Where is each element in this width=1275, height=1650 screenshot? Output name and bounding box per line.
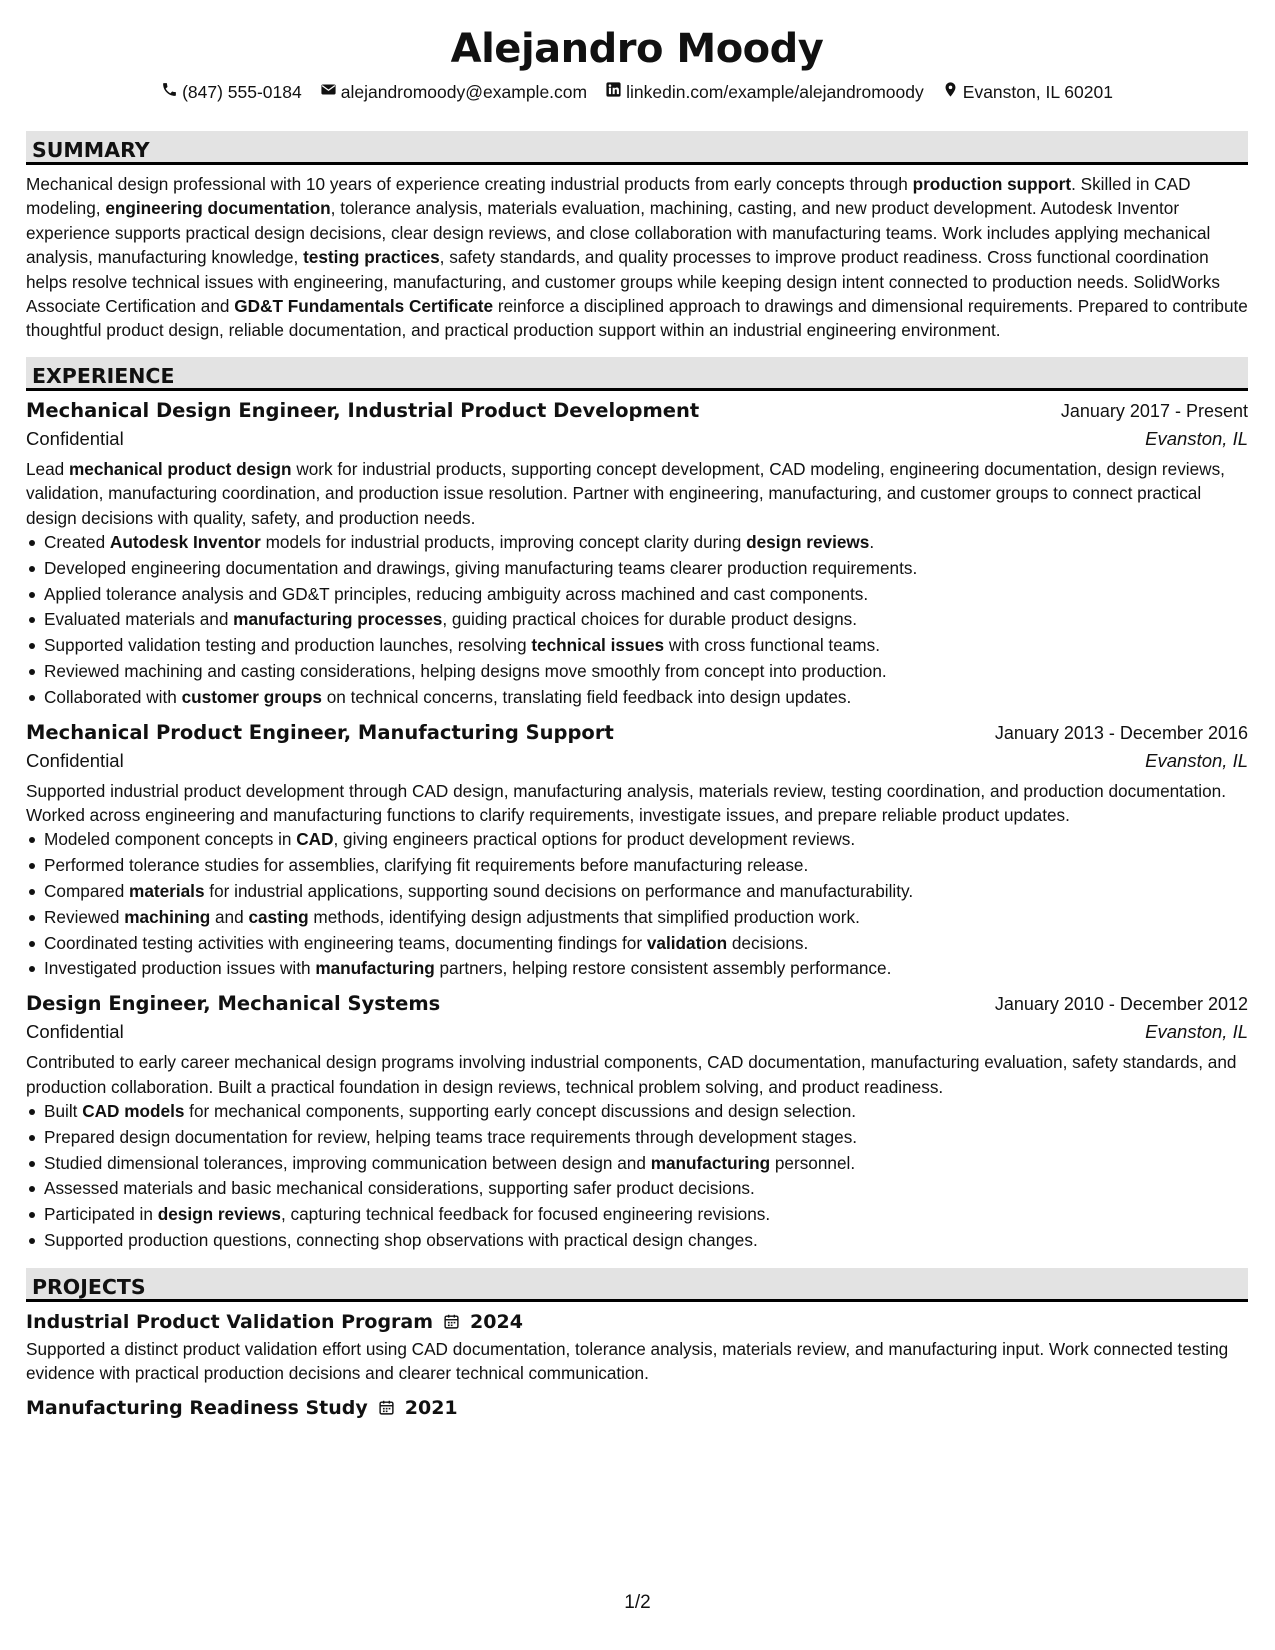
job-company: Confidential bbox=[26, 1021, 124, 1043]
phone-text: (847) 555-0184 bbox=[182, 82, 302, 102]
bullet-item: Applied tolerance analysis and GD&T principles, reducing ambiguity across machined and cast components. bbox=[44, 582, 1248, 608]
job-bullets bbox=[26, 827, 1248, 982]
bold-keyword: Autodesk Inventor bbox=[109, 532, 261, 553]
contact-phone bbox=[161, 80, 302, 104]
calendar-icon bbox=[443, 1313, 460, 1330]
bold-keyword: engineering documentation bbox=[105, 198, 331, 219]
job-bullets bbox=[26, 1099, 1248, 1254]
project-description: Supported a distinct product validation effort using CAD documentation, tolerance analysis, materials review, and manufacturing input. Work connected testing evidence with practical production decisions and clearer technical communication. bbox=[26, 1338, 1229, 1384]
bold-keyword: production support bbox=[912, 174, 1072, 194]
job-title: Mechanical Product Engineer, Manufacturing Support bbox=[26, 720, 614, 744]
map-pin-icon bbox=[942, 81, 959, 103]
bold-keyword: design reviews bbox=[746, 532, 870, 553]
job-location: Evanston, IL bbox=[1145, 427, 1248, 449]
bold-keyword: casting bbox=[248, 906, 309, 927]
bold-keyword: manufacturing bbox=[315, 958, 435, 979]
bullet-item: Reviewed machining and casting considerations, helping designs move smoothly from concept into production. bbox=[44, 659, 1248, 685]
contact-email[interactable] bbox=[320, 80, 587, 104]
job-location: Evanston, IL bbox=[1145, 1021, 1248, 1043]
job-entry bbox=[26, 399, 1248, 711]
bullet-item: Collaborated with customer groups on technical concerns, translating field feedback into design updates. bbox=[44, 685, 1248, 711]
job-title: Mechanical Design Engineer, Industrial Product Development bbox=[26, 398, 700, 422]
bold-keyword: materials bbox=[129, 881, 205, 902]
bold-keyword: customer groups bbox=[181, 686, 322, 707]
email-text[interactable]: alejandromoody@example.com bbox=[340, 82, 588, 102]
project-year: 2021 bbox=[404, 1396, 458, 1419]
bold-keyword: CAD models bbox=[82, 1101, 185, 1122]
project-entry bbox=[26, 1397, 1248, 1419]
contact-bar bbox=[26, 80, 1248, 104]
job-dates: January 2013 - December 2016 bbox=[994, 722, 1248, 743]
job-location: Evanston, IL bbox=[1145, 749, 1248, 771]
location-text: Evanston, IL 60201 bbox=[962, 82, 1113, 102]
experience-heading: EXPERIENCE bbox=[26, 357, 1248, 391]
bullet-item: Built CAD models for mechanical components, supporting early concept discussions and design selection. bbox=[44, 1099, 1248, 1125]
project-entry bbox=[26, 1311, 1248, 1386]
bullet-item: Reviewed machining and casting methods, identifying design adjustments that simplified production work. bbox=[44, 905, 1248, 931]
job-description: Supported industrial product development through CAD design, manufacturing analysis, materials review, testing coordination, and production documentation. Worked across engineering and manufacturing functions to clarify requirements, investigate issues, and prepare reliable product updates. bbox=[26, 780, 1227, 826]
bold-keyword: testing practices bbox=[303, 247, 440, 268]
summary-text: Mechanical design professional with 10 years of experience creating industrial products from early concepts through production support. Skilled in CAD modeling, engineering documentation, tolerance analysis, materials evaluation, machining, casting, and new product development. Autodesk Inventor experience supports practical design decisions, clear design reviews, and close collaboration with manufacturing teams. Work includes applying mechanical analysis, manufacturing knowledge, testing practices, safety standards, and quality processes to improve product readiness. Cross functional coordination helps resolve technical issues with engineering, manufacturing, and customer groups while keeping design intent connected to production needs. SolidWorks Associate Certification and GD&T Fundamentals Certificate reinforce a disciplined approach to drawings and dimensional requirements. Prepared to contribute thoughtful product design, reliable documentation, and practical production support within an industrial engineering environment. bbox=[26, 174, 1248, 341]
bold-keyword: manufacturing processes bbox=[233, 609, 443, 630]
job-dates: January 2010 - December 2012 bbox=[994, 994, 1248, 1015]
linkedin-text[interactable]: linkedin.com/example/alejandromoody bbox=[626, 82, 924, 102]
bold-keyword: machining bbox=[124, 906, 211, 927]
bullet-item: Evaluated materials and manufacturing processes, guiding practical choices for durable product designs. bbox=[44, 607, 1248, 633]
project-year: 2024 bbox=[470, 1310, 523, 1333]
bullet-item: Supported production questions, connecting shop observations with practical design changes. bbox=[44, 1228, 1248, 1254]
bullet-item: Supported validation testing and production launches, resolving technical issues with cross functional teams. bbox=[44, 633, 1248, 659]
bold-keyword: CAD bbox=[296, 829, 334, 850]
job-description: Contributed to early career mechanical design programs involving industrial components, CAD documentation, manufacturing evaluation, safety standards, and production collaboration. Built a practical foundation in design reviews, technical problem solving, and product readiness. bbox=[26, 1052, 1237, 1097]
bullet-item: Participated in design reviews, capturing technical feedback for focused engineering revisions. bbox=[44, 1202, 1248, 1228]
bullet-item: Studied dimensional tolerances, improving communication between design and manufacturing personnel. bbox=[44, 1151, 1248, 1177]
job-entry bbox=[26, 721, 1248, 983]
job-entry bbox=[26, 992, 1248, 1254]
bold-keyword: technical issues bbox=[531, 635, 665, 656]
projects-heading: PROJECTS bbox=[26, 1268, 1248, 1302]
job-bullets bbox=[26, 530, 1248, 711]
bullet-item: Assessed materials and basic mechanical considerations, supporting safer product decisions. bbox=[44, 1176, 1248, 1202]
job-dates: January 2017 - Present bbox=[1060, 400, 1248, 421]
job-description: Lead mechanical product design work for industrial products, supporting concept development, CAD modeling, engineering documentation, design reviews, validation, manufacturing coordination, and production issue resolution. Partner with engineering, manufacturing, and customer groups to connect practical design decisions with quality, safety, and production needs. bbox=[26, 458, 1225, 528]
bold-keyword: GD&T Fundamentals Certificate bbox=[234, 296, 494, 317]
job-company: Confidential bbox=[26, 749, 124, 771]
bullet-item: Modeled component concepts in CAD, giving engineers practical options for product development reviews. bbox=[44, 827, 1248, 853]
contact-linkedin[interactable] bbox=[605, 80, 924, 104]
page-number: 1/2 bbox=[624, 1592, 651, 1613]
project-title: Manufacturing Readiness Study bbox=[26, 1396, 368, 1419]
summary-heading: SUMMARY bbox=[26, 131, 1248, 165]
bold-keyword: validation bbox=[646, 932, 728, 953]
job-title: Design Engineer, Mechanical Systems bbox=[26, 992, 441, 1016]
project-title: Industrial Product Validation Program bbox=[26, 1310, 434, 1333]
contact-location bbox=[942, 80, 1113, 104]
bold-keyword: design reviews bbox=[157, 1204, 281, 1225]
bullet-item: Created Autodesk Inventor models for industrial products, improving concept clarity during design reviews. bbox=[44, 530, 1248, 556]
envelope-icon bbox=[320, 81, 337, 103]
calendar-icon bbox=[378, 1399, 395, 1416]
linkedin-icon bbox=[605, 81, 622, 103]
bullet-item: Prepared design documentation for review, helping teams trace requirements through development stages. bbox=[44, 1125, 1248, 1151]
phone-icon bbox=[161, 81, 178, 103]
bullet-item: Coordinated testing activities with engineering teams, documenting findings for validation decisions. bbox=[44, 931, 1248, 957]
resume-page bbox=[26, 0, 1248, 1419]
candidate-name: Alejandro Moody bbox=[450, 26, 824, 72]
bullet-item: Investigated production issues with manufacturing partners, helping restore consistent assembly performance. bbox=[44, 956, 1248, 982]
bullet-item: Developed engineering documentation and drawings, giving manufacturing teams clearer production requirements. bbox=[44, 556, 1248, 582]
bold-keyword: mechanical product design bbox=[69, 458, 292, 479]
bullet-item: Compared materials for industrial applications, supporting sound decisions on performance and manufacturability. bbox=[44, 879, 1248, 905]
job-company: Confidential bbox=[26, 427, 124, 449]
bold-keyword: manufacturing bbox=[650, 1152, 771, 1173]
bullet-item: Performed tolerance studies for assemblies, clarifying fit requirements before manufacturing release. bbox=[44, 853, 1248, 879]
